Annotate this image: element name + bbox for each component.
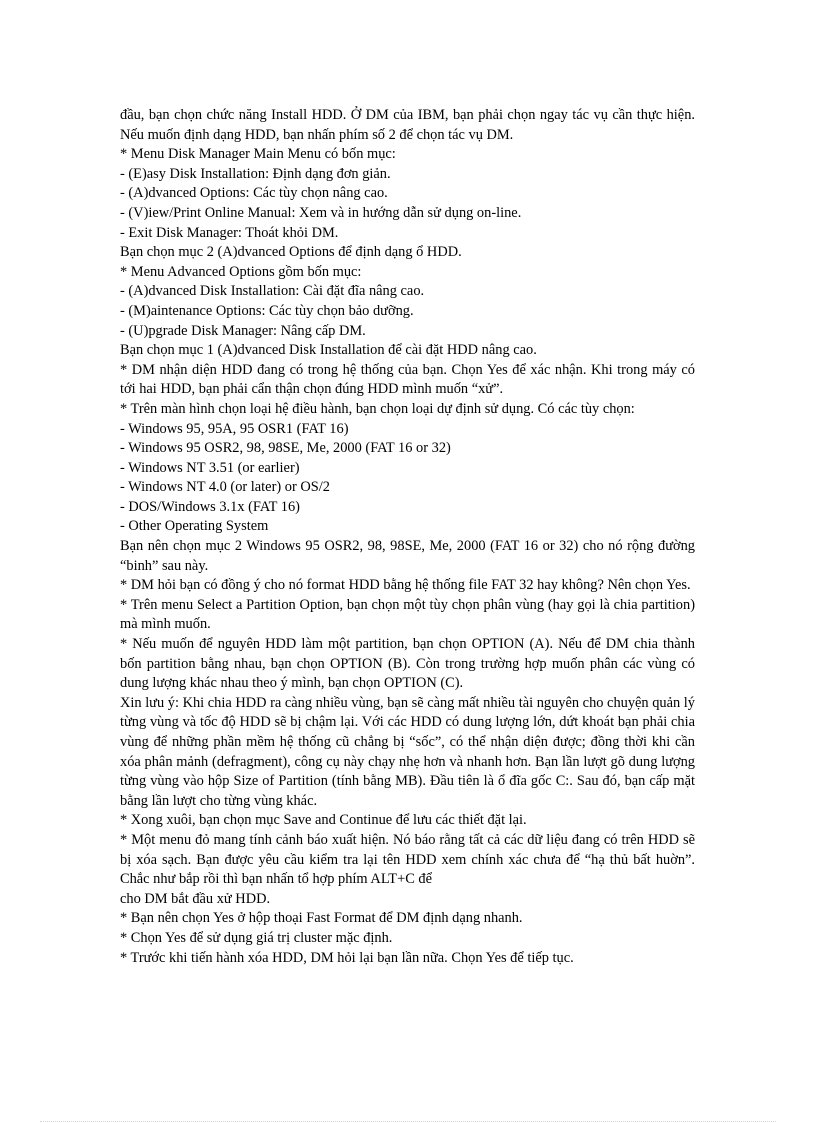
paragraph: * DM nhận diện HDD đang có trong hệ thống của bạn. Chọn Yes để xác nhận. Khi trong máy có tới hai HDD, bạn phải cẩn thận chọn đúng HDD mình muốn “xử”. xyxy=(120,361,695,398)
paragraph: * Một menu đỏ mang tính cảnh báo xuất hiện. Nó báo rằng tất cả các dữ liệu đang có trên HDD sẽ bị xóa sạch. Bạn được yêu cầu kiểm tra lại tên HDD xem chính xác chưa để “hạ thủ bất huờn”. Chắc như bắp rồi thì bạn nhấn tổ hợp phím ALT+C để xyxy=(120,831,695,888)
document-body xyxy=(120,106,695,968)
paragraph: Bạn nên chọn mục 2 Windows 95 OSR2, 98, 98SE, Me, 2000 (FAT 16 or 32) cho nó rộng đường “binh” sau này. xyxy=(120,538,695,574)
paragraph: - (A)dvanced Disk Installation: Cài đặt đĩa nâng cao. xyxy=(120,283,425,300)
paragraph: - Windows 95 OSR2, 98, 98SE, Me, 2000 (FAT 16 or 32) xyxy=(120,440,451,457)
paragraph: * Trước khi tiến hành xóa HDD, DM hỏi lại bạn lần nữa. Chọn Yes để tiếp tục. xyxy=(120,949,574,966)
paragraph: - (U)pgrade Disk Manager: Nâng cấp DM. xyxy=(120,322,366,339)
paragraph: - (A)dvanced Options: Các tùy chọn nâng cao. xyxy=(120,185,388,202)
paragraph: cho DM bắt đầu xử HDD. xyxy=(120,890,271,907)
paragraph: - (V)iew/Print Online Manual: Xem và in hướng dẫn sử dụng on-line. xyxy=(120,204,522,221)
paragraph: - Windows 95, 95A, 95 OSR1 (FAT 16) xyxy=(120,420,349,437)
paragraph: Bạn chọn mục 1 (A)dvanced Disk Installation để cài đặt HDD nâng cao. xyxy=(120,342,537,359)
paragraph: * Trên màn hình chọn loại hệ điều hành, bạn chọn loại dự định sử dụng. Có các tùy chọn: xyxy=(120,400,635,417)
paragraph: - (M)aintenance Options: Các tùy chọn bảo dưỡng. xyxy=(120,302,414,319)
paragraph: - Windows NT 3.51 (or earlier) xyxy=(120,459,300,476)
paragraph: - DOS/Windows 3.1x (FAT 16) xyxy=(120,498,300,515)
paragraph: * Nếu muốn để nguyên HDD làm một partition, bạn chọn OPTION (A). Nếu để DM chia thành bốn partition bằng nhau, bạn chọn OPTION (B). Còn trong trường hợp muốn phân các vùng có dung lượng khác nhau theo ý mình, bạn chọn OPTION (C). xyxy=(120,636,695,692)
page-bottom-border xyxy=(40,1121,776,1122)
paragraph: * Menu Advanced Options gồm bốn mục: xyxy=(120,263,362,280)
paragraph: Xin lưu ý: Khi chia HDD ra càng nhiều vùng, bạn sẽ càng mất nhiều tài nguyên cho chuyện quản lý từng vùng và tốc độ HDD sẽ bị chậm lại. Với các HDD có dung lượng lớn, dứt khoát bạn phải chia vùng để những phần mềm hệ thống cũ chẳng bị “sốc”, có thể nhận diện được; đồng thời khi cần xóa phân mảnh (defragment), công cụ này chạy nhẹ hơn và nhanh hơn. Bạn lần lượt gõ dung lượng từng vùng vào hộp Size of Partition (tính bằng MB). Đầu tiên là ổ đĩa gốc C:. Sau đó, bạn cấp mặt bằng lần lượt cho từng vùng khác. xyxy=(120,694,695,809)
paragraph: - Exit Disk Manager: Thoát khỏi DM. xyxy=(120,224,339,241)
paragraph: * Chọn Yes để sử dụng giá trị cluster mặc định. xyxy=(120,929,393,946)
paragraph: - Other Operating System xyxy=(120,518,269,535)
paragraph: - Windows NT 4.0 (or later) or OS/2 xyxy=(120,479,330,496)
paragraph: * DM hỏi bạn có đồng ý cho nó format HDD bằng hệ thống file FAT 32 hay không? Nên chọn Yes. xyxy=(120,577,691,594)
paragraph: đầu, bạn chọn chức năng Install HDD. Ở DM của IBM, bạn phải chọn ngay tác vụ cần thực hiện. Nếu muốn định dạng HDD, bạn nhấn phím số 2 để chọn tác vụ DM. xyxy=(120,107,695,143)
paragraph: * Bạn nên chọn Yes ở hộp thoại Fast Format để DM định dạng nhanh. xyxy=(120,910,523,927)
paragraph: * Trên menu Select a Partition Option, bạn chọn một tùy chọn phân vùng (hay gọi là chia partition) mà mình muốn. xyxy=(120,596,695,633)
paragraph: - (E)asy Disk Installation: Định dạng đơn giản. xyxy=(120,165,391,182)
paragraph: * Xong xuôi, bạn chọn mục Save and Continue để lưu các thiết đặt lại. xyxy=(120,812,527,829)
paragraph: * Menu Disk Manager Main Menu có bốn mục: xyxy=(120,146,396,163)
paragraph: Bạn chọn mục 2 (A)dvanced Options để định dạng ổ HDD. xyxy=(120,244,462,261)
